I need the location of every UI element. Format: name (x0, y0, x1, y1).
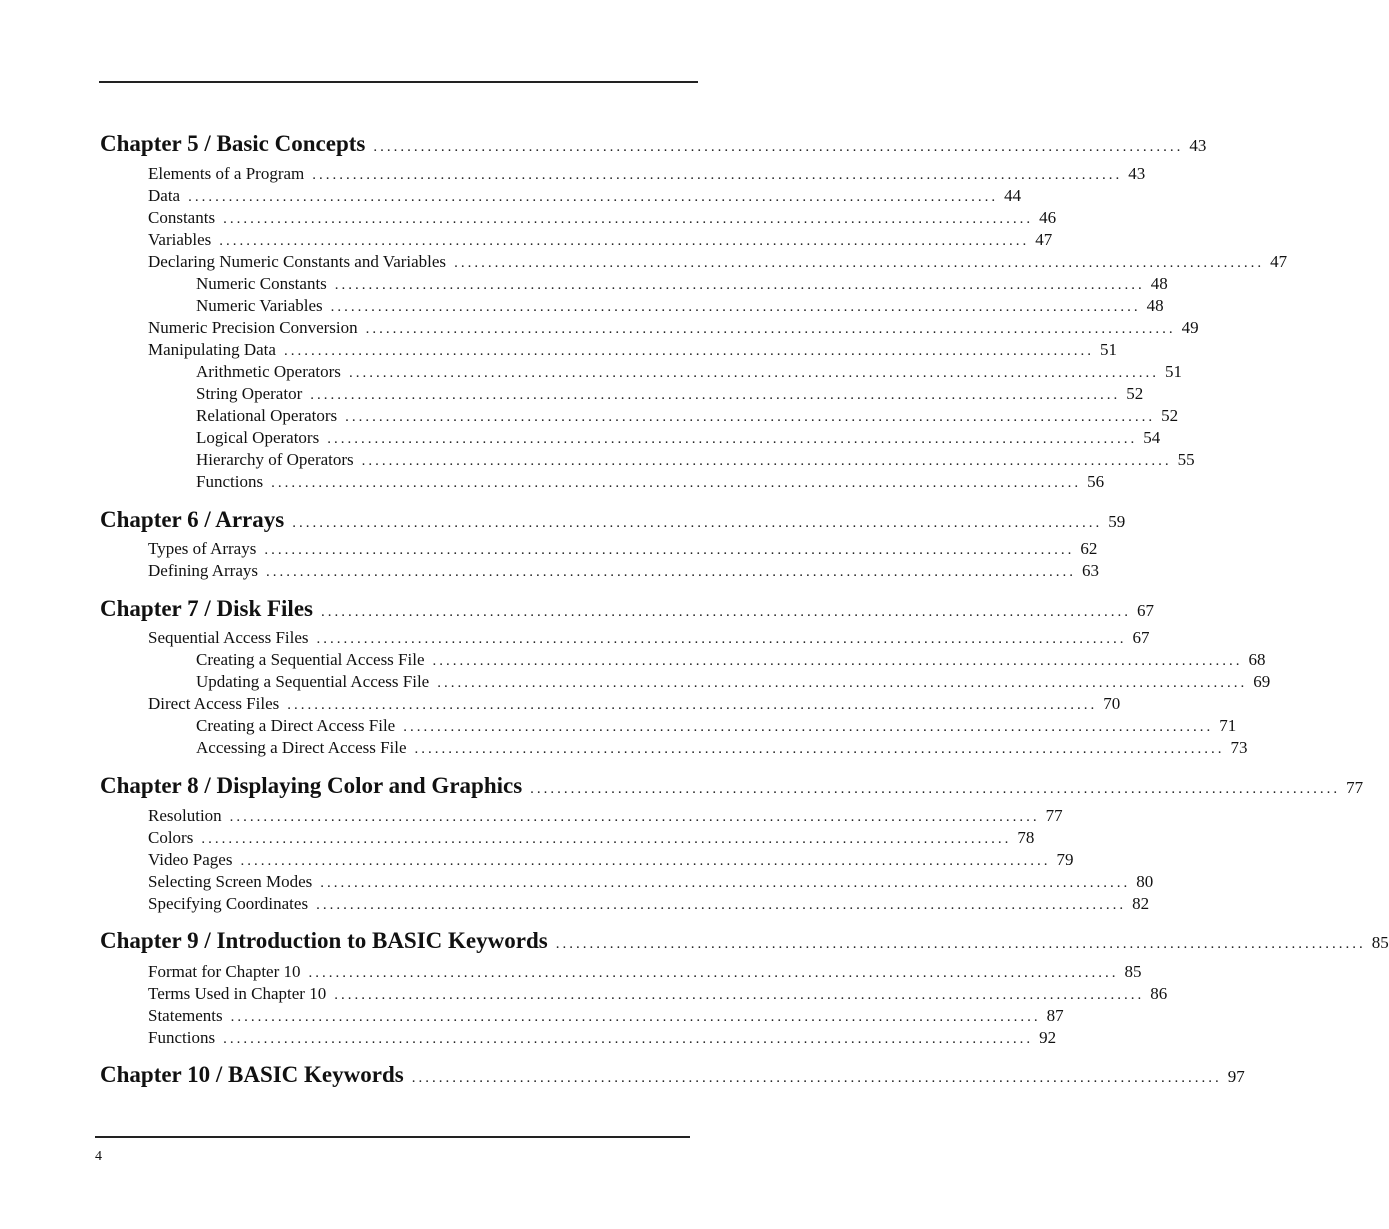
dot-leader: ........................................................................................................................ (345, 409, 1156, 425)
dot-leader: ........................................................................................................................ (287, 697, 1098, 713)
toc-entry (196, 296, 1164, 316)
entry-page: 47 (1270, 252, 1288, 271)
toc-entry (148, 1006, 1064, 1026)
entry-page: 54 (1143, 428, 1161, 447)
entry-title: Terms Used in Chapter 10 (148, 984, 327, 1003)
dot-leader: ........................................................................................................................ (201, 831, 1012, 847)
dot-leader: ........................................................................................................................ (432, 653, 1243, 669)
entry-page: 62 (1080, 539, 1098, 558)
entry-title: Updating a Sequential Access File (196, 672, 430, 691)
entry-title: Hierarchy of Operators (196, 450, 354, 469)
entry-title: Functions (148, 1028, 216, 1047)
toc-entry (148, 318, 1199, 338)
entry-title: Data (148, 186, 181, 205)
entry-title: Resolution (148, 806, 222, 825)
toc-entry (148, 806, 1063, 826)
entry-page: 67 (1136, 601, 1154, 620)
dot-leader: ........................................................................................................................ (330, 299, 1141, 315)
entry-title: Relational Operators (196, 406, 338, 425)
entry-page: 68 (1248, 650, 1266, 669)
toc-entry (196, 406, 1179, 426)
toc-entry (148, 340, 1117, 360)
entry-title: Chapter 5 / Basic Concepts (100, 131, 366, 156)
toc-entry (196, 716, 1237, 736)
toc-entry (148, 1028, 1057, 1048)
dot-leader: ........................................................................................................................ (312, 167, 1123, 183)
entry-page: 55 (1177, 450, 1195, 469)
entry-title: Variables (148, 230, 212, 249)
entry-page: 43 (1189, 136, 1207, 155)
chapter-heading (100, 131, 1207, 157)
dot-leader: ........................................................................................................................ (223, 211, 1034, 227)
entry-page: 77 (1346, 778, 1364, 797)
entry-title: Creating a Sequential Access File (196, 650, 425, 669)
toc-entry (148, 694, 1121, 714)
entry-title: Colors (148, 828, 194, 847)
entry-page: 59 (1108, 512, 1126, 531)
entry-title: Statements (148, 1006, 223, 1025)
dot-leader: ........................................................................................................................ (310, 387, 1121, 403)
entry-title: Constants (148, 208, 216, 227)
toc-entry (196, 472, 1105, 492)
toc-entry (148, 252, 1288, 272)
toc-entry (148, 872, 1154, 892)
entry-title: Specifying Coordinates (148, 894, 309, 913)
toc-entry (148, 230, 1053, 250)
chapter-heading (100, 1062, 1245, 1088)
toc-entry (196, 738, 1248, 758)
entry-title: Format for Chapter 10 (148, 962, 301, 981)
entry-title: Direct Access Files (148, 694, 280, 713)
entry-page: 46 (1039, 208, 1057, 227)
entry-page: 97 (1227, 1067, 1245, 1086)
chapter-heading (100, 773, 1364, 799)
entry-page: 49 (1181, 318, 1199, 337)
entry-page: 82 (1132, 894, 1150, 913)
entry-title: Selecting Screen Modes (148, 872, 313, 891)
entry-page: 78 (1017, 828, 1035, 847)
dot-leader: ........................................................................................................................ (403, 719, 1214, 735)
toc-entry (196, 650, 1266, 670)
entry-page: 52 (1161, 406, 1179, 425)
dot-leader: ........................................................................................................................ (361, 453, 1172, 469)
dot-leader: ........................................................................................................................ (230, 1009, 1041, 1025)
dot-leader: ........................................................................................................................ (320, 875, 1131, 891)
entry-title: Chapter 9 / Introduction to BASIC Keywords (100, 928, 548, 953)
entry-page: 79 (1056, 850, 1074, 869)
entry-page: 71 (1219, 716, 1237, 735)
toc-entry (196, 672, 1271, 692)
entry-page: 85 (1371, 933, 1389, 952)
entry-page: 51 (1164, 362, 1182, 381)
toc-entry (148, 561, 1100, 581)
entry-title: Chapter 8 / Displaying Color and Graphics (100, 773, 523, 798)
entry-title: Elements of a Program (148, 164, 305, 183)
entry-title: Types of Arrays (148, 539, 257, 558)
entry-page: 87 (1046, 1006, 1064, 1025)
entry-page: 92 (1039, 1028, 1057, 1047)
dot-leader: ........................................................................................................................ (373, 139, 1184, 155)
bottom-rule (95, 1136, 690, 1138)
toc-entry (196, 428, 1161, 448)
entry-title: Video Pages (148, 850, 233, 869)
toc-entry (148, 539, 1098, 559)
dot-leader: ........................................................................................................................ (264, 542, 1075, 558)
dot-leader: ........................................................................................................................ (348, 365, 1159, 381)
entry-page: 56 (1087, 472, 1105, 491)
entry-page: 51 (1099, 340, 1117, 359)
entry-title: Numeric Constants (196, 274, 327, 293)
toc-entry (148, 894, 1150, 914)
entry-title: Declaring Numeric Constants and Variables (148, 252, 447, 271)
entry-title: Logical Operators (196, 428, 320, 447)
dot-leader: ........................................................................................................................ (223, 1031, 1034, 1047)
toc-entry (148, 984, 1168, 1004)
entry-page: 47 (1035, 230, 1053, 249)
dot-leader: ........................................................................................................................ (308, 965, 1119, 981)
entry-page: 44 (1004, 186, 1022, 205)
entry-title: Manipulating Data (148, 340, 276, 359)
toc-entry (196, 450, 1195, 470)
entry-page: 52 (1126, 384, 1144, 403)
entry-title: Arithmetic Operators (196, 362, 341, 381)
entry-title: Accessing a Direct Access File (196, 738, 407, 757)
toc-entry (148, 164, 1146, 184)
entry-title: Chapter 6 / Arrays (100, 507, 285, 532)
toc-entry (196, 384, 1144, 404)
dot-leader: ........................................................................................................................ (411, 1070, 1222, 1086)
entry-page: 69 (1253, 672, 1271, 691)
dot-leader: ........................................................................................................................ (414, 741, 1225, 757)
entry-page: 48 (1150, 274, 1168, 293)
dot-leader: ........................................................................................................................ (555, 936, 1366, 952)
dot-leader: ........................................................................................................................ (271, 475, 1082, 491)
dot-leader: ........................................................................................................................ (530, 781, 1341, 797)
entry-title: Numeric Precision Conversion (148, 318, 358, 337)
dot-leader: ........................................................................................................................ (327, 431, 1138, 447)
chapter-heading (100, 928, 1389, 954)
dot-leader: ........................................................................................................................ (334, 987, 1145, 1003)
entry-page: 70 (1103, 694, 1121, 713)
dot-leader: ........................................................................................................................ (334, 277, 1145, 293)
dot-leader: ........................................................................................................................ (188, 189, 999, 205)
entry-page: 63 (1082, 561, 1100, 580)
entry-page: 73 (1230, 738, 1248, 757)
toc-entry (148, 828, 1035, 848)
chapter-heading (100, 596, 1154, 622)
toc-entry (148, 186, 1022, 206)
dot-leader: ........................................................................................................................ (240, 853, 1051, 869)
toc-entry (148, 962, 1142, 982)
entry-page: 48 (1146, 296, 1164, 315)
entry-page: 77 (1045, 806, 1063, 825)
entry-page: 80 (1136, 872, 1154, 891)
dot-leader: ........................................................................................................................ (229, 809, 1040, 825)
entry-page: 85 (1124, 962, 1142, 981)
toc-entry (148, 850, 1074, 870)
toc-entry (148, 208, 1057, 228)
dot-leader: ........................................................................................................................ (219, 233, 1030, 249)
toc-entry (148, 628, 1150, 648)
dot-leader: ........................................................................................................................ (454, 255, 1265, 271)
entry-title: Defining Arrays (148, 561, 259, 580)
toc-entry (196, 362, 1182, 382)
entry-title: Functions (196, 472, 264, 491)
chapter-heading (100, 507, 1126, 533)
page-number: 4 (95, 1149, 102, 1164)
dot-leader: ........................................................................................................................ (437, 675, 1248, 691)
entry-page: 43 (1128, 164, 1146, 183)
dot-leader: ........................................................................................................................ (365, 321, 1176, 337)
entry-title: Chapter 10 / BASIC Keywords (100, 1062, 404, 1087)
dot-leader: ........................................................................................................................ (266, 564, 1077, 580)
entry-title: Sequential Access Files (148, 628, 309, 647)
entry-title: Numeric Variables (196, 296, 323, 315)
toc-entry (196, 274, 1168, 294)
entry-title: Chapter 7 / Disk Files (100, 596, 313, 621)
dot-leader: ........................................................................................................................ (283, 343, 1094, 359)
entry-title: Creating a Direct Access File (196, 716, 396, 735)
dot-leader: ........................................................................................................................ (292, 515, 1103, 531)
dot-leader: ........................................................................................................................ (316, 897, 1127, 913)
dot-leader: ........................................................................................................................ (320, 604, 1131, 620)
entry-page: 86 (1150, 984, 1168, 1003)
dot-leader: ........................................................................................................................ (316, 631, 1127, 647)
entry-title: String Operator (196, 384, 303, 403)
entry-page: 67 (1132, 628, 1150, 647)
